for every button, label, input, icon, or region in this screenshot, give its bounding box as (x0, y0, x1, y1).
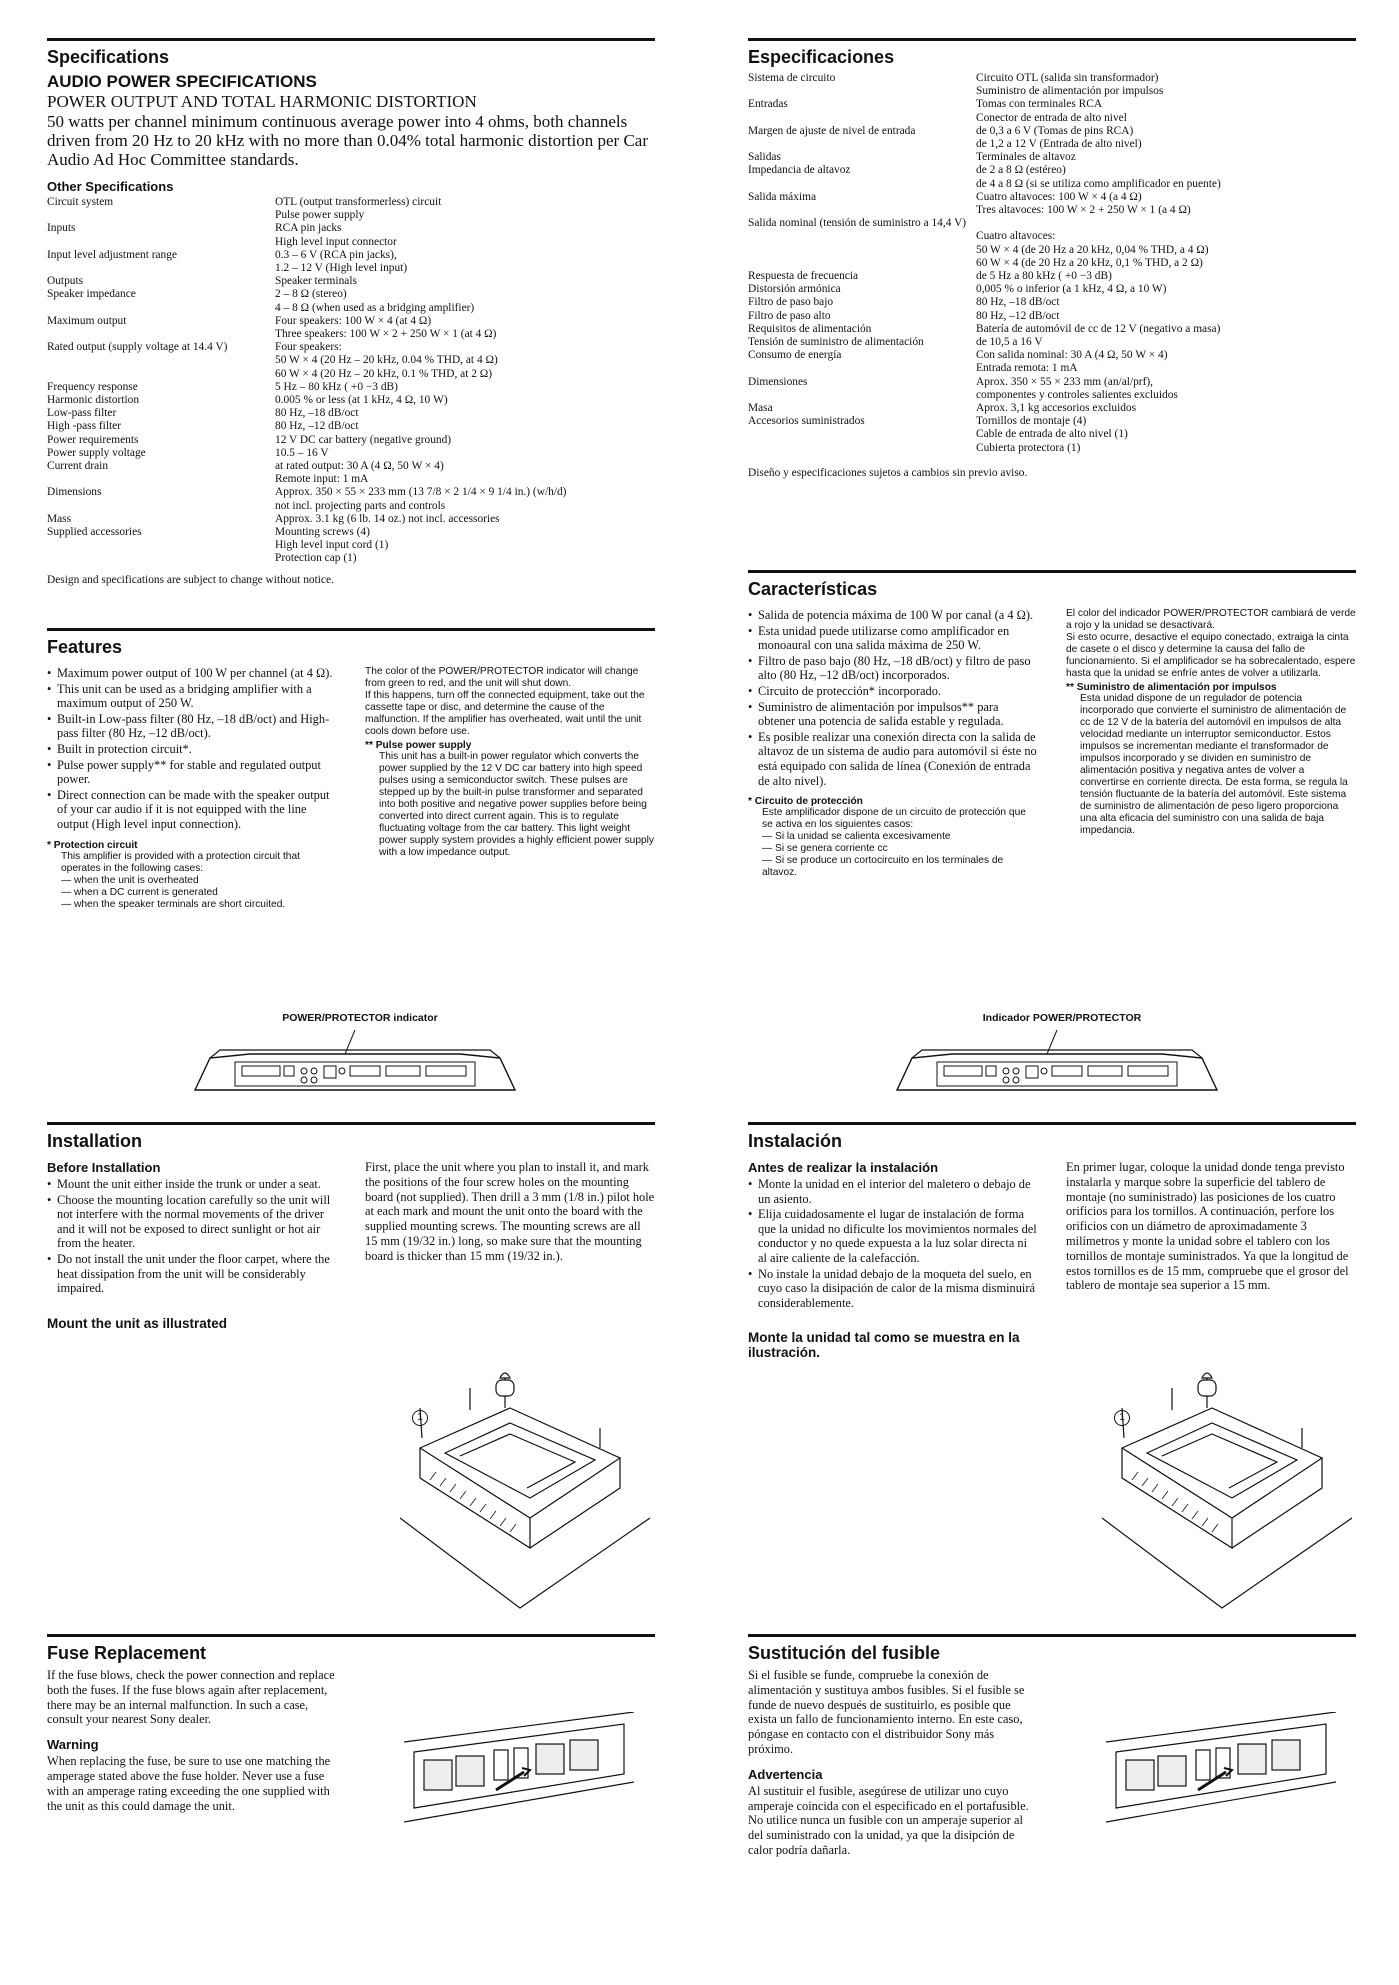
protection-cases (47, 875, 337, 911)
spec-label: Power requirements (47, 433, 139, 446)
spec-value (976, 125, 1356, 151)
warning-heading: Warning (47, 1737, 99, 1753)
spec-label: Frequency response (47, 380, 138, 393)
spec-value (275, 288, 655, 314)
warning-text: When replacing the fuse, be sure to use one matching the amperage stated above the fuse holder. Never use a fuse with an amperage rating exceeding the one supplied with the unit as this could damage the unit. (47, 1754, 331, 1813)
bullet-item (748, 1267, 1038, 1311)
spec-value (275, 341, 655, 381)
spec-row (748, 415, 1356, 455)
spec-value-line: Circuito OTL (salida sin transformador) (976, 72, 1159, 84)
protection-note-text: This amplifier is provided with a protection circuit that operates in the following cases: (61, 850, 300, 874)
spec-value (976, 349, 1356, 375)
fuse-diagram (1106, 1712, 1336, 1832)
spec-value (976, 310, 1356, 323)
spec-value-line: Tornillos de montaje (4) (976, 415, 1087, 428)
bullet-item (47, 1252, 337, 1296)
installation-heading: Installation (47, 1131, 143, 1151)
bullet-text: No instale la unidad debajo de la moqueta del suelo, en cuyo caso la disipación de calor de la misma disminuirá considerablemente. (758, 1266, 1035, 1310)
spec-notice: Design and specifications are subject to change without notice. (47, 573, 334, 586)
spec-label: Outputs (47, 275, 84, 288)
warning-heading: Advertencia (748, 1766, 823, 1782)
bullet-text: Suministro de alimentación por impulsos** para obtener una potencia de salida estable y regulada. (758, 699, 1004, 729)
indicator-text: El color del indicador POWER/PROTECTOR cambiará de verde a rojo y la unidad se desactivará. (1066, 608, 1356, 631)
bullet-item (748, 1177, 1038, 1206)
fuse-heading: Sustitución del fusible (748, 1643, 941, 1663)
before-installation-heading: Antes de realizar la instalación (748, 1160, 939, 1175)
bullet-text: Maximum power output of 100 W per channel (at 4 Ω). (57, 666, 333, 680)
spec-row (47, 222, 655, 248)
spec-label: Impedancia de altavoz (748, 164, 851, 177)
bullet-item (748, 608, 1038, 623)
spec-label: Salida máxima (748, 190, 817, 203)
spec-value (275, 447, 655, 460)
spec-value-line: RCA pin jacks (275, 222, 342, 235)
audio-power-subheading: POWER OUTPUT AND TOTAL HARMONIC DISTORTION (47, 92, 477, 111)
spec-row (748, 72, 1356, 98)
spec-value-line: 60 W × 4 (20 Hz – 20 kHz, 0.1 % THD, at 2 Ω) (275, 367, 493, 380)
spec-value-line: Batería de automóvil de cc de 12 V (negativo a masa) (976, 322, 1221, 335)
spec-row (47, 460, 655, 486)
spec-value-line: 0.3 – 6 V (RCA pin jacks), (275, 248, 397, 261)
mounting-diagram (400, 1368, 650, 1628)
specifications-heading: Specifications (47, 47, 170, 67)
pulse-note-text: This unit has a built-in power regulator which converts the power supplied by the 12 V DC car battery into high speed pulses using a semiconductor switch. These pulses are stepped up by the built-in pulse transformer and separated into both positive and negative power supplies before being converted into direct current again. This is to regulate fluctuating voltage from the car battery. This light weight power supply system provides a highly efficient power supply with a low impedance output. (379, 751, 655, 858)
spec-row (47, 288, 655, 314)
note-case: — when the unit is overheated (61, 874, 199, 886)
spec-value-line: Aprox. 3,1 kg accesorios excluidos (976, 402, 1137, 415)
features-heading: Features (47, 637, 123, 657)
spec-value (976, 217, 1356, 270)
spec-value (275, 420, 655, 433)
fuse-diagram (404, 1712, 634, 1832)
spec-value-line: Con salida nominal: 30 A (4 Ω, 50 W × 4) (976, 349, 1168, 362)
bullet-item (748, 624, 1038, 653)
bullet-text: Esta unidad puede utilizarse como amplificador en monoaural con una salida máxima de 250 W. (758, 623, 1010, 653)
spec-label: Harmonic distortion (47, 394, 140, 407)
spec-label: Supplied accessories (47, 526, 142, 539)
spec-value (976, 415, 1356, 455)
fuse-text: If the fuse blows, check the power connection and replace both the fuses. If the fuse blows again after replacement, there may be an internal malfunction. In such a case, consult your nearest Sony dealer. (47, 1668, 335, 1727)
spec-value (275, 275, 655, 288)
spec-label: Mass (47, 512, 72, 525)
amplifier-front-panel-icon (892, 1028, 1222, 1098)
spec-value (976, 151, 1356, 164)
spec-label: Filtro de paso alto (748, 309, 831, 322)
spec-value-line: Protection cap (1) (275, 552, 357, 565)
spec-value-line: 80 Hz, –18 dB/oct (275, 407, 359, 420)
spec-value (275, 407, 655, 420)
spec-value-line: not incl. projecting parts and controls (275, 499, 446, 512)
spec-value-line: 60 W × 4 (de 20 Hz a 20 kHz, 0,1 % THD, a 2 Ω) (976, 256, 1203, 269)
especificaciones-heading: Especificaciones (748, 47, 895, 67)
spec-table (47, 196, 655, 566)
spec-label: Distorsión armónica (748, 283, 841, 296)
spec-value-line: 80 Hz, –12 dB/oct (275, 420, 359, 433)
spec-label: Dimensiones (748, 375, 808, 388)
installation-list (47, 1177, 337, 1296)
fuse-holder-icon (404, 1712, 634, 1832)
spec-label: Dimensions (47, 486, 102, 499)
bullet-item (47, 712, 337, 741)
spec-value-line: Approx. 350 × 55 × 233 mm (13 7/8 × 2 1/4 × 9 1/4 in.) (w/h/d) (275, 486, 567, 499)
spec-value-line: Cuatro altavoces: (976, 230, 1056, 243)
spec-row (748, 283, 1356, 296)
spec-value-line: de 10,5 a 16 V (976, 336, 1043, 349)
spec-label: Entradas (748, 98, 788, 111)
spec-row (47, 447, 655, 460)
spec-label: Current drain (47, 460, 109, 473)
spec-row (748, 296, 1356, 309)
spec-value-line: de 2 a 8 Ω (estéreo) (976, 164, 1066, 177)
spec-value-line: Speaker terminals (275, 275, 357, 288)
indicator-text-2: If this happens, turn off the connected equipment, take out the cassette tape or disc, and determine the cause of the malfunction. If the amplifier has overheated, wait until the unit cools down before use. (365, 690, 645, 737)
spec-label: Tensión de suministro de alimentación (748, 336, 924, 349)
spec-label: Salidas (748, 151, 781, 164)
pulse-note-title: ** Pulse power supply (365, 740, 472, 751)
spec-label: Maximum output (47, 314, 127, 327)
amplifier-front-panel-icon (190, 1028, 520, 1098)
spec-value-line: Four speakers: (275, 341, 342, 354)
spec-value-line: Approx. 3.1 kg (6 lb. 14 oz.) not incl. accessories (275, 512, 500, 525)
amplifier-side-diagram (892, 1012, 1222, 1098)
spec-value-line: Remote input: 1 mA (275, 473, 369, 486)
instalacion-heading: Instalación (748, 1131, 843, 1151)
spec-row (47, 341, 655, 381)
fuse-heading: Fuse Replacement (47, 1643, 207, 1663)
spec-row (47, 434, 655, 447)
spec-value-line: Aprox. 350 × 55 × 233 mm (an/al/prf), (976, 375, 1154, 388)
bullet-item (748, 730, 1038, 788)
fuse-text: Si el fusible se funde, compruebe la conexión de alimentación y sustituya ambos fusibles. Si el fusible se funde de nuevo después de sustituirlo, es posible que exista un fallo de funcionamiento interno. En este caso, póngase en contacto con el distribuidor Sony más próximo. (748, 1668, 1025, 1756)
spec-value-line: 10.5 – 16 V (275, 446, 329, 459)
spec-value-line: Three speakers: 100 W × 2 + 250 W × 1 (at 4 Ω) (275, 328, 497, 341)
amplifier-side-diagram (190, 1012, 520, 1098)
spec-value (976, 283, 1356, 296)
spec-value-line: High level input connector (275, 235, 397, 248)
left-column (47, 38, 655, 587)
bullet-text: Circuito de protección* incorporado. (758, 683, 942, 698)
spec-value (976, 98, 1356, 124)
spec-row (47, 275, 655, 288)
bullet-text: Es posible realizar una conexión directa con la salida de altavoz de un sistema de audio para automóvil si éste no está equipado con salida de línea (Conexión de entrada de alto nivel). (758, 729, 1037, 788)
note-case: — Si se produce un cortocircuito en los terminales de altavoz. (762, 855, 1004, 879)
audio-power-text: 50 watts per channel minimum continuous average power into 4 ohms, both channels driven from 20 Hz to 20 kHz with no more than 0.04% total harmonic distortion per Car Audio Ad Hoc Committee standards. (47, 112, 649, 169)
spec-label: High -pass filter (47, 420, 122, 433)
spec-label: Rated output (supply voltage at 14.4 V) (47, 341, 228, 354)
spec-value-line: 2 – 8 Ω (stereo) (275, 288, 347, 301)
bullet-text: Built-in Low-pass filter (80 Hz, –18 dB/oct) and High-pass filter (80 Hz, –12 dB/oct). (57, 711, 330, 741)
protection-cases (748, 831, 1038, 879)
spec-value (976, 402, 1356, 415)
spec-row (47, 513, 655, 526)
spec-value (275, 434, 655, 447)
spec-value (275, 222, 655, 248)
caracteristicas-heading: Características (748, 579, 878, 599)
spec-label: Sistema de circuito (748, 72, 836, 84)
spec-label: Accesorios suministrados (748, 415, 865, 428)
mount-caption: Mount the unit as illustrated (47, 1315, 228, 1331)
bullet-item (47, 682, 337, 711)
spec-label: Requisitos de alimentación (748, 322, 872, 335)
installation-text: En primer lugar, coloque la unidad donde tenga previsto instalarla y marque sobre la superficie del tablero de montaje (no suministrado) las posiciones de los cuatro orificios para los tornillos. A continuación, perfore los orificios con un diámetro de aproximadamente 3 milímetros y monte la unidad sobre el tablero con los tornillos de montaje suministrados. Ya que la longitud de estos tornillos es de 15 mm, compruebe que el grosor del tablero de montaje sea superior a 15 mm. (1066, 1160, 1349, 1293)
spec-label: Speaker impedance (47, 288, 136, 301)
spec-row (47, 196, 655, 222)
right-features (748, 570, 1356, 879)
installation-text: First, place the unit where you plan to install it, and mark the positions of the four screw holes on the mounting board (not supplied). Then drill a 3 mm (1/8 in.) pilot hole at each mark and mount the unit onto the board with the supplied mounting screws. The mounting screws are all 15 mm (19/32 in.) long, so make sure that the mounting board is thicker than 15 mm (19/32 in.). (365, 1160, 655, 1263)
spec-value-line: Cuatro altavoces: 100 W × 4 (a 4 Ω) (976, 190, 1142, 203)
audio-power-heading: AUDIO POWER SPECIFICATIONS (47, 72, 317, 91)
right-installation (748, 1122, 1356, 1360)
spec-row (47, 249, 655, 275)
spec-value-line: Tomas con terminales RCA (976, 98, 1103, 111)
spec-value (275, 196, 655, 222)
protection-note-text: Este amplificador dispone de un circuito de protección que se activa en los siguientes casos: (762, 807, 1026, 831)
bullet-text: This unit can be used as a bridging amplifier with a maximum output of 250 W. (57, 681, 312, 711)
bullet-item (748, 1207, 1038, 1265)
bullet-text: Pulse power supply** for stable and regulated output power. (57, 757, 321, 787)
spec-value (976, 191, 1356, 217)
spec-value-line: Cable de entrada de alto nivel (1) (976, 428, 1128, 441)
spec-value-line: 12 V DC car battery (negative ground) (275, 433, 452, 446)
spec-value (976, 164, 1356, 190)
spec-value-line: de 4 a 8 Ω (si se utiliza como amplificador en puente) (976, 177, 1221, 190)
diagram-caption: POWER/PROTECTOR indicator (282, 1012, 438, 1024)
mount-caption: Monte la unidad tal como se muestra en la ilustración. (748, 1330, 1020, 1361)
bullet-text: Built in protection circuit*. (57, 741, 192, 756)
note-case: — when a DC current is generated (61, 886, 218, 898)
spec-value (976, 72, 1356, 98)
right-column (748, 38, 1356, 480)
spec-value (275, 394, 655, 407)
spec-row (47, 526, 655, 566)
bullet-text: Choose the mounting location carefully so the unit will not interfere with the normal movements of the driver and it will not be exposed to direct sunlight or hot air from the heater. (57, 1192, 331, 1251)
note-case: — Si la unidad se calienta excesivamente (762, 831, 951, 843)
spec-value-line: 1.2 – 12 V (High level input) (275, 262, 408, 275)
note-case: — Si se genera corriente cc (762, 843, 888, 855)
spec-value-line: 0,005 % o inferior (a 1 kHz, 4 Ω, a 10 W) (976, 283, 1167, 296)
feature-list (748, 608, 1038, 788)
spec-label: Circuit system (47, 196, 114, 208)
bullet-text: Elija cuidadosamente el lugar de instalación de forma que la unidad no dificulte los movimientos normales del conductor y no quede expuesta a la luz solar directa ni al aire caliente de la calefacción. (758, 1207, 1037, 1265)
spec-value (275, 460, 655, 486)
spec-value (976, 376, 1356, 402)
spec-value-line: componentes y controles salientes excluidos (976, 388, 1178, 401)
spec-row (748, 310, 1356, 323)
mounting-diagram (1102, 1368, 1352, 1628)
spec-row (748, 164, 1356, 190)
spec-value-line: 80 Hz, –12 dB/oct (976, 309, 1060, 322)
spec-row (47, 315, 655, 341)
spec-value (976, 336, 1356, 349)
fuse-holder-icon (1106, 1712, 1336, 1832)
spec-value-line: de 1,2 a 12 V (Entrada de alto nivel) (976, 138, 1142, 151)
spec-row (748, 402, 1356, 415)
spec-label: Low-pass filter (47, 407, 117, 420)
spec-value-line: High level input cord (1) (275, 539, 389, 552)
indicator-text-2: Si esto ocurre, desactive el equipo conectado, extraiga la cinta de casete o el disco y determine la causa del fallo de funcionamiento. Si el amplificador se ha sobrecalentado, espere hasta que la unidad se enfríe antes de volver a utilizarla. (1066, 632, 1356, 679)
spec-row (748, 191, 1356, 217)
spec-table (748, 72, 1356, 455)
note-case: — when the speaker terminals are short circuited. (61, 898, 286, 910)
protection-note-title: * Protection circuit (47, 839, 138, 851)
spec-value (275, 526, 655, 566)
spec-value-line: Conector de entrada de alto nivel (976, 111, 1127, 124)
spec-label: Inputs (47, 222, 76, 235)
spec-label: Respuesta de frecuencia (748, 270, 859, 283)
spec-row (47, 407, 655, 420)
spec-value (976, 296, 1356, 309)
spec-value (976, 270, 1356, 283)
spec-value-line: Terminales de altavoz (976, 151, 1076, 164)
spec-label: Masa (748, 402, 773, 415)
spec-row (748, 349, 1356, 375)
installation-list (748, 1177, 1038, 1310)
bullet-text: Do not install the unit under the floor carpet, where the heat dissipation from the unit will be considerably impaired. (57, 1251, 330, 1296)
spec-row (748, 151, 1356, 164)
spec-label: Filtro de paso bajo (748, 296, 834, 309)
bullet-text: Salida de potencia máxima de 100 W por canal (a 4 Ω). (758, 608, 1034, 622)
spec-value-line: 5 Hz – 80 kHz ( +0 −3 dB) (275, 380, 398, 393)
before-installation-heading: Before Installation (47, 1160, 161, 1175)
spec-value (275, 315, 655, 341)
spec-value (275, 249, 655, 275)
diagram-caption: Indicador POWER/PROTECTOR (982, 1012, 1142, 1024)
spec-row (748, 217, 1356, 270)
spec-row (748, 98, 1356, 124)
spec-notice: Diseño y especificaciones sujetos a cambios sin previo aviso. (748, 466, 1028, 479)
bullet-item (47, 788, 337, 832)
spec-value-line: 50 W × 4 (20 Hz – 20 kHz, 0.04 % THD, at 4 Ω) (275, 354, 498, 367)
spec-value (275, 513, 655, 526)
bullet-item (47, 742, 337, 757)
spec-value (976, 323, 1356, 336)
spec-value-line: at rated output: 30 A (4 Ω, 50 W × 4) (275, 460, 444, 473)
spec-value-line: Pulse power supply (275, 209, 365, 222)
bullet-item (47, 758, 337, 787)
left-features (47, 628, 655, 911)
spec-row (47, 394, 655, 407)
spec-row (748, 376, 1356, 402)
spec-row (47, 381, 655, 394)
spec-value-line: 50 W × 4 (de 20 Hz a 20 kHz, 0,04 % THD, a 4 Ω) (976, 243, 1209, 256)
spec-value-line: Suministro de alimentación por impulsos (976, 85, 1164, 98)
spec-value (275, 486, 655, 512)
callout-1: 1 (412, 1410, 428, 1426)
spec-label: Salida nominal (tensión de suministro a 14,4 V) (748, 217, 967, 230)
spec-value-line: Entrada remota: 1 mA (976, 362, 1078, 375)
spec-row (748, 270, 1356, 283)
spec-row (748, 336, 1356, 349)
spec-value-line: de 0,3 a 6 V (Tomas de pins RCA) (976, 124, 1134, 137)
spec-value-line: Mounting screws (4) (275, 526, 370, 539)
bullet-text: Mount the unit either inside the trunk or under a seat. (57, 1177, 321, 1191)
mounting-illustration-icon (1102, 1368, 1352, 1628)
pulse-note-text: Esta unidad dispone de un regulador de potencia incorporado que convierte el suministro de alimentación de cc de 12 V de la batería del automóvil en impulsos de alta velocidad mediante un interruptor semiconductor. Estos impulsos se incrementan mediante el transformador de impulsos incorporado y se dividen en suministro de alimentación positiva y negativa antes de volver a convertirse en corriente directa. De esta forma, se regula la tensión fluctuante de la batería del automóvil. Este sistema de suministro de alimentación de peso ligero proporciona una alta eficacia del suministro con una salida de baja impedancia. (1080, 693, 1348, 836)
bullet-item (47, 666, 337, 681)
spec-value-line: 4 – 8 Ω (when used as a bridging amplifier) (275, 301, 475, 314)
bullet-item (748, 684, 1038, 699)
bullet-item (47, 1177, 337, 1192)
spec-value-line: 80 Hz, –18 dB/oct (976, 296, 1060, 309)
other-specs-heading: Other Specifications (47, 179, 174, 194)
spec-row (47, 420, 655, 433)
spec-value-line: OTL (output transformerless) circuit (275, 196, 442, 208)
bullet-item (47, 1193, 337, 1251)
bullet-item (748, 654, 1038, 683)
feature-list (47, 666, 337, 832)
spec-label: Consumo de energía (748, 349, 842, 362)
warning-text: Al sustituir el fusible, asegúrese de utilizar uno cuyo amperaje coincida con el especificado en el portafusible. No utilice nunca un fusible con un amperaje superior al del suministrado con la unidad, ya que la disipción de calor podría dañarla. (748, 1783, 1029, 1857)
spec-row (47, 486, 655, 512)
spec-value-line: Four speakers: 100 W × 4 (at 4 Ω) (275, 314, 432, 327)
callout-1: 1 (1114, 1410, 1130, 1426)
bullet-text: Direct connection can be made with the speaker output of your car audio if it is not equipped with the line output (High level input connection). (57, 787, 330, 831)
indicator-text: The color of the POWER/PROTECTOR indicator will change from green to red, and the unit will shut down. (365, 666, 639, 689)
spec-value-line: de 5 Hz a 80 kHz ( +0 −3 dB) (976, 270, 1112, 283)
bullet-text: Filtro de paso bajo (80 Hz, –18 dB/oct) y filtro de paso alto (80 Hz, –12 dB/oct) incorporados. (758, 653, 1031, 683)
spec-value-line: Cubierta protectora (1) (976, 441, 1081, 454)
protection-note-title: * Circuito de protección (748, 796, 863, 808)
bullet-text: Monte la unidad en el interior del maletero o debajo de un asiento. (758, 1177, 1031, 1206)
bullet-item (748, 700, 1038, 729)
spec-value (275, 381, 655, 394)
mounting-illustration-icon (400, 1368, 650, 1628)
spec-label: Margen de ajuste de nivel de entrada (748, 124, 916, 137)
spec-label: Power supply voltage (47, 446, 146, 459)
spec-value-line (976, 217, 1356, 230)
pulse-note-title: ** Suministro de alimentación por impulsos (1066, 682, 1277, 693)
spec-label: Input level adjustment range (47, 248, 178, 261)
spec-row (748, 323, 1356, 336)
spec-value-line: Tres altavoces: 100 W × 2 + 250 W × 1 (a 4 Ω) (976, 204, 1191, 217)
left-installation (47, 1122, 655, 1331)
spec-row (748, 125, 1356, 151)
spec-value-line: 0.005 % or less (at 1 kHz, 4 Ω, 10 W) (275, 394, 448, 407)
